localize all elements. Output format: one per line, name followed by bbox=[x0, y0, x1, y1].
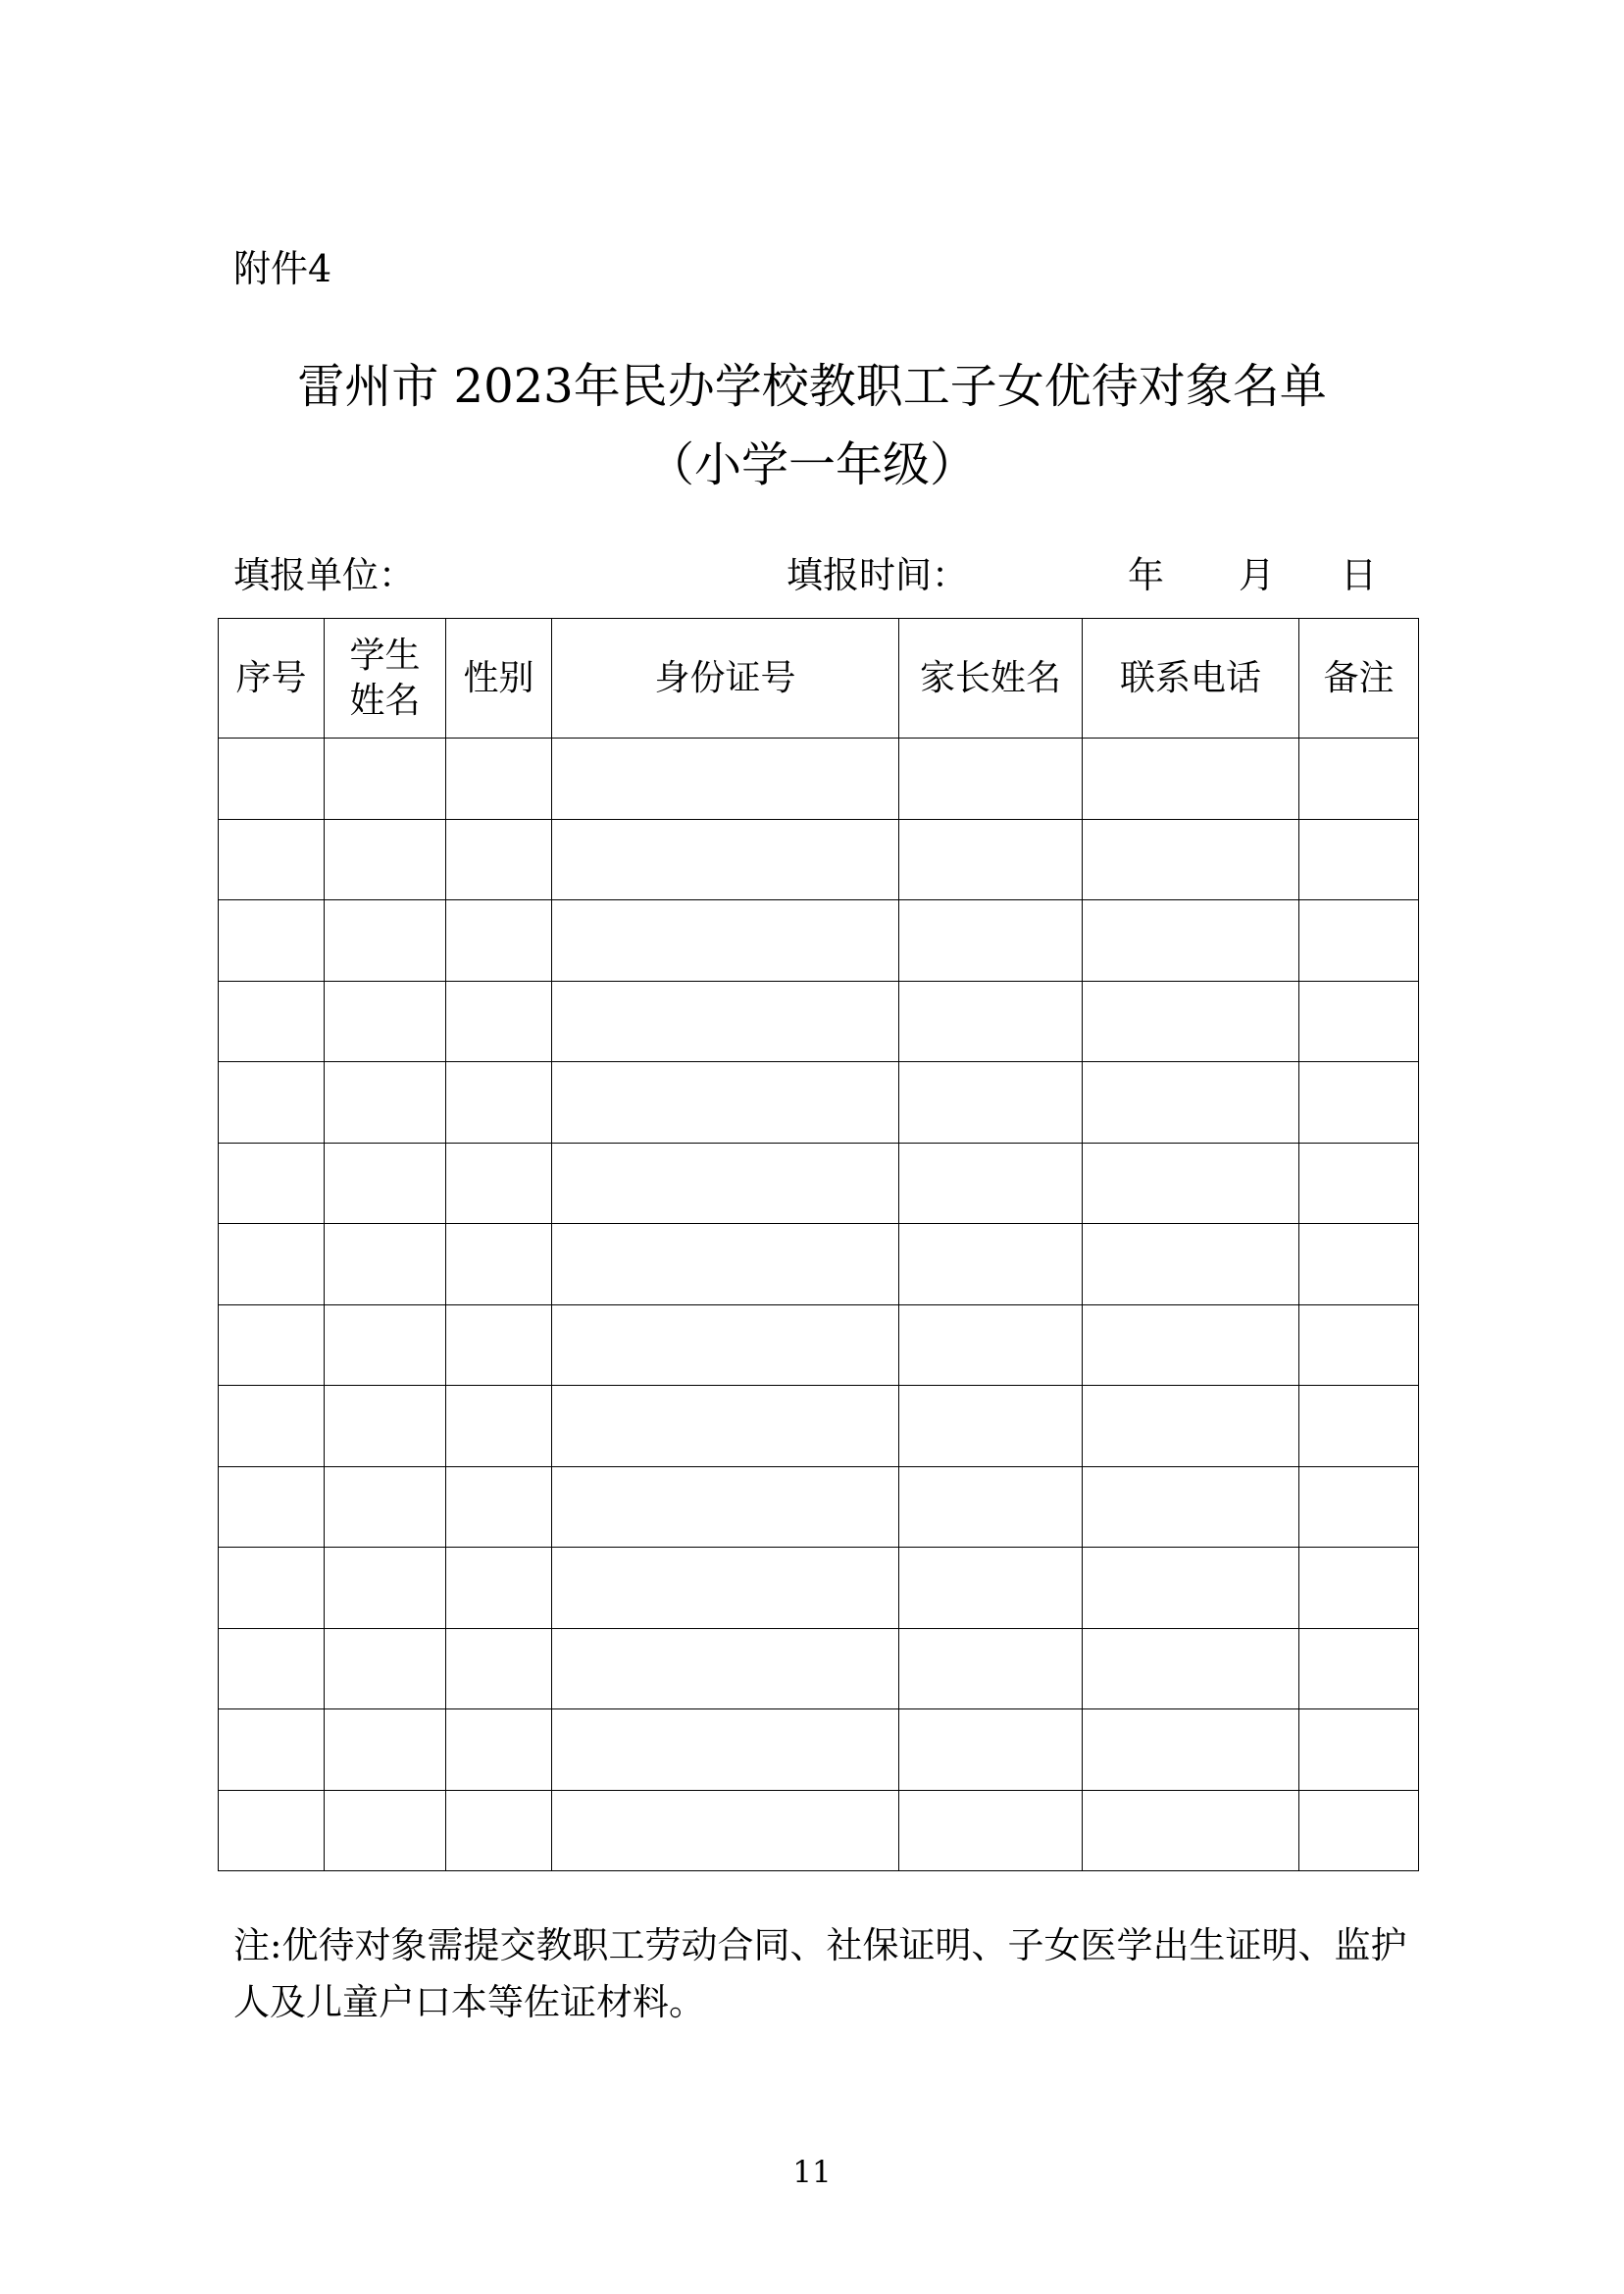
table-row bbox=[219, 819, 1419, 900]
table-cell bbox=[1299, 739, 1419, 820]
table-cell bbox=[899, 1709, 1083, 1791]
table-cell bbox=[899, 900, 1083, 982]
table-cell bbox=[446, 1790, 552, 1871]
table-cell bbox=[219, 1224, 325, 1305]
table-cell bbox=[446, 1143, 552, 1224]
table-cell bbox=[899, 819, 1083, 900]
table-cell bbox=[899, 1386, 1083, 1467]
table-cell bbox=[325, 900, 446, 982]
table-cell bbox=[325, 981, 446, 1062]
table-cell bbox=[552, 981, 899, 1062]
table-cell bbox=[552, 1062, 899, 1144]
fill-day-label: 日 bbox=[1341, 554, 1377, 596]
table-cell bbox=[1083, 900, 1299, 982]
table-cell bbox=[1083, 981, 1299, 1062]
table-cell bbox=[219, 1628, 325, 1709]
table-cell bbox=[219, 1062, 325, 1144]
table-cell bbox=[1299, 1062, 1419, 1144]
fill-time-label: 填报时间： bbox=[787, 554, 968, 596]
table-cell bbox=[325, 1466, 446, 1548]
table-row bbox=[219, 1628, 1419, 1709]
table-cell bbox=[325, 1709, 446, 1791]
header-cell-index: 序号 bbox=[219, 619, 325, 739]
table-cell bbox=[1083, 1790, 1299, 1871]
table-row bbox=[219, 1709, 1419, 1791]
table-cell bbox=[446, 819, 552, 900]
table-cell bbox=[446, 1386, 552, 1467]
table-cell bbox=[446, 1062, 552, 1144]
table-cell bbox=[1299, 981, 1419, 1062]
table-cell bbox=[325, 739, 446, 820]
table-cell bbox=[219, 1466, 325, 1548]
table-cell bbox=[899, 1466, 1083, 1548]
table-cell bbox=[446, 1709, 552, 1791]
table-cell bbox=[446, 739, 552, 820]
table-cell bbox=[1299, 1709, 1419, 1791]
table-cell bbox=[219, 1709, 325, 1791]
table-cell bbox=[219, 1790, 325, 1871]
table-cell bbox=[899, 1628, 1083, 1709]
table-cell bbox=[1083, 739, 1299, 820]
table-cell bbox=[325, 1548, 446, 1629]
table-cell bbox=[552, 1304, 899, 1386]
document-title: 雷州市 2023年民办学校教职工子女优待对象名单 bbox=[297, 359, 1327, 414]
header-cell-student-name bbox=[325, 619, 446, 739]
table-cell bbox=[325, 1143, 446, 1224]
table-cell bbox=[899, 1143, 1083, 1224]
table-cell bbox=[899, 1062, 1083, 1144]
table-cell bbox=[325, 1062, 446, 1144]
table-cell bbox=[1299, 1386, 1419, 1467]
table-cell bbox=[1299, 819, 1419, 900]
table-cell bbox=[1299, 1143, 1419, 1224]
table-cell bbox=[899, 1304, 1083, 1386]
table-cell bbox=[1083, 819, 1299, 900]
table-cell bbox=[1083, 1304, 1299, 1386]
table-cell bbox=[552, 819, 899, 900]
table-cell bbox=[1299, 1790, 1419, 1871]
table-cell bbox=[325, 1304, 446, 1386]
document-subtitle: （小学一年级） bbox=[646, 437, 977, 492]
table-cell bbox=[446, 981, 552, 1062]
table-row bbox=[219, 1062, 1419, 1144]
table-row bbox=[219, 1548, 1419, 1629]
table-row bbox=[219, 981, 1419, 1062]
table-row bbox=[219, 1143, 1419, 1224]
table-cell bbox=[446, 1466, 552, 1548]
table-cell bbox=[325, 1224, 446, 1305]
table-cell bbox=[552, 1386, 899, 1467]
fill-year-label: 年 bbox=[1128, 554, 1164, 596]
table-row bbox=[219, 900, 1419, 982]
table-cell bbox=[325, 1790, 446, 1871]
table-cell bbox=[219, 1304, 325, 1386]
table-cell bbox=[1083, 1548, 1299, 1629]
table-cell bbox=[899, 739, 1083, 820]
attachment-label: 附件4 bbox=[233, 247, 332, 290]
header-cell-remarks: 备注 bbox=[1299, 619, 1419, 739]
table-body bbox=[219, 739, 1419, 1871]
table-cell bbox=[219, 739, 325, 820]
table-row bbox=[219, 739, 1419, 820]
header-cell-parent-name: 家长姓名 bbox=[899, 619, 1083, 739]
table-cell bbox=[446, 1548, 552, 1629]
table-cell bbox=[219, 1143, 325, 1224]
table-cell bbox=[1299, 1548, 1419, 1629]
page-number: 11 bbox=[792, 2155, 832, 2190]
table-cell bbox=[899, 1224, 1083, 1305]
table-cell bbox=[219, 981, 325, 1062]
table-cell bbox=[552, 1790, 899, 1871]
header-cell-id-number: 身份证号 bbox=[552, 619, 899, 739]
table-cell bbox=[446, 1304, 552, 1386]
table-cell bbox=[1299, 1466, 1419, 1548]
table-cell bbox=[325, 1628, 446, 1709]
table-cell bbox=[1299, 900, 1419, 982]
fill-unit-label: 填报单位： bbox=[233, 554, 415, 596]
table-cell bbox=[1299, 1304, 1419, 1386]
table-cell bbox=[325, 819, 446, 900]
note-text: 注:优待对象需提交教职工劳动合同、社保证明、子女医学出生证明、监护人及儿童户口本等佐证材料。 bbox=[233, 1924, 1407, 2023]
table-cell bbox=[899, 1790, 1083, 1871]
table-cell bbox=[1083, 1466, 1299, 1548]
table-cell bbox=[552, 1548, 899, 1629]
table-cell bbox=[446, 900, 552, 982]
table-cell bbox=[1083, 1628, 1299, 1709]
table-cell bbox=[552, 1709, 899, 1791]
table-cell bbox=[1083, 1143, 1299, 1224]
table-cell bbox=[1083, 1386, 1299, 1467]
table-row bbox=[219, 1304, 1419, 1386]
table-cell bbox=[1083, 1709, 1299, 1791]
table-cell bbox=[899, 1548, 1083, 1629]
table-cell bbox=[552, 739, 899, 820]
table-cell bbox=[552, 900, 899, 982]
table-header-row bbox=[219, 619, 1419, 739]
table-cell bbox=[552, 1628, 899, 1709]
table-cell bbox=[1083, 1062, 1299, 1144]
table-cell bbox=[446, 1224, 552, 1305]
table-row bbox=[219, 1466, 1419, 1548]
table-cell bbox=[219, 1386, 325, 1467]
table-cell bbox=[219, 819, 325, 900]
table-cell bbox=[899, 981, 1083, 1062]
table-cell bbox=[1299, 1628, 1419, 1709]
table-cell bbox=[1083, 1224, 1299, 1305]
table-cell bbox=[552, 1466, 899, 1548]
table-cell bbox=[1299, 1224, 1419, 1305]
table-row bbox=[219, 1790, 1419, 1871]
table-cell bbox=[446, 1628, 552, 1709]
roster-table bbox=[218, 618, 1419, 1871]
table-row bbox=[219, 1224, 1419, 1305]
table-cell bbox=[219, 900, 325, 982]
header-cell-phone: 联系电话 bbox=[1083, 619, 1299, 739]
header-student-name-text: 学生姓名 bbox=[349, 635, 421, 721]
table-cell bbox=[552, 1143, 899, 1224]
table-cell bbox=[219, 1548, 325, 1629]
header-cell-gender: 性别 bbox=[446, 619, 552, 739]
table-row bbox=[219, 1386, 1419, 1467]
fill-month-label: 月 bbox=[1239, 554, 1275, 596]
table-cell bbox=[325, 1386, 446, 1467]
table-cell bbox=[552, 1224, 899, 1305]
